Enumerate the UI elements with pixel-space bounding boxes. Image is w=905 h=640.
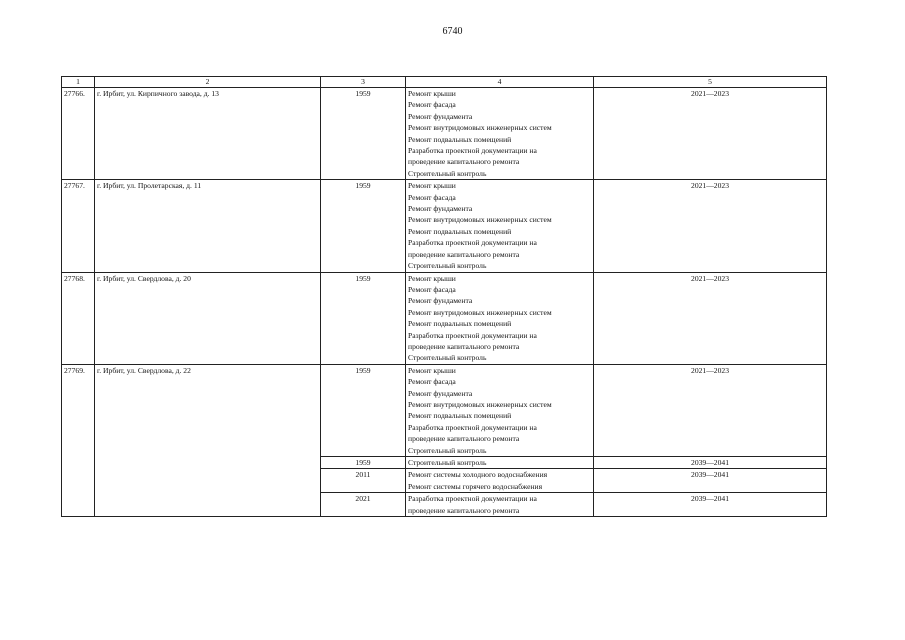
- row-number-cell: 27768.: [62, 272, 95, 364]
- work-item: Ремонт фасада: [408, 377, 456, 387]
- work-item: Строительный контроль: [408, 353, 487, 363]
- row-number-cell: 27769.: [62, 364, 95, 516]
- work-item: проведение капитального ремонта: [408, 157, 520, 167]
- column-number-row: [62, 77, 827, 88]
- address-cell: г. Ирбит, ул. Кирпичного завода, д. 13: [95, 88, 321, 180]
- table-row: [62, 364, 827, 456]
- work-item: Ремонт системы горячего водоснабжения: [408, 481, 543, 491]
- work-item: Ремонт внутридомовых инженерных систем: [408, 399, 552, 409]
- work-item: Ремонт крыши: [408, 365, 456, 375]
- work-item: Ремонт подвальных помещений: [408, 226, 512, 236]
- work-item: Разработка проектной документации на: [408, 238, 537, 248]
- work-item: Ремонт фасада: [408, 192, 456, 202]
- period-cell: 2039—2041: [594, 457, 827, 469]
- work-item: Строительный контроль: [408, 168, 487, 178]
- work-item: Ремонт подвальных помещений: [408, 134, 512, 144]
- work-item: проведение капитального ремонта: [408, 434, 520, 444]
- year-cell: 2011: [321, 469, 406, 493]
- work-item: Ремонт фасада: [408, 100, 456, 110]
- work-item: Ремонт подвальных помещений: [408, 319, 512, 329]
- works-cell: [406, 364, 594, 456]
- table-row: [62, 180, 827, 272]
- year-cell: 2021: [321, 493, 406, 517]
- page-number: 6740: [442, 26, 463, 37]
- address-cell: г. Ирбит, ул. Свердлова, д. 22: [95, 364, 321, 516]
- year-cell: 1959: [321, 272, 406, 364]
- work-item: Ремонт крыши: [408, 273, 456, 283]
- table-row: [62, 88, 827, 180]
- period-cell: 2021—2023: [594, 88, 827, 180]
- works-cell: [406, 272, 594, 364]
- address-cell: г. Ирбит, ул. Свердлова, д. 20: [95, 272, 321, 364]
- works-cell: [406, 493, 594, 517]
- period-cell: 2021—2023: [594, 272, 827, 364]
- period-cell: 2039—2041: [594, 469, 827, 493]
- work-item: Ремонт внутридомовых инженерных систем: [408, 307, 552, 317]
- work-item: проведение капитального ремонта: [408, 249, 520, 259]
- works-cell: [406, 180, 594, 272]
- work-item: Ремонт фундамента: [408, 296, 473, 306]
- work-item: Ремонт фасада: [408, 284, 456, 294]
- work-item: Ремонт фундамента: [408, 388, 473, 398]
- period-cell: 2021—2023: [594, 364, 827, 456]
- work-item: Разработка проектной документации на: [408, 330, 537, 340]
- work-item: проведение капитального ремонта: [408, 505, 520, 515]
- year-cell: 1959: [321, 180, 406, 272]
- table-row: [62, 272, 827, 364]
- work-item: Строительный контроль: [408, 458, 487, 467]
- column-header: 1: [62, 77, 95, 88]
- column-header: 5: [594, 77, 827, 88]
- work-item: Ремонт фундамента: [408, 111, 473, 121]
- row-number-cell: 27766.: [62, 88, 95, 180]
- work-item: проведение капитального ремонта: [408, 341, 520, 351]
- works-cell: [406, 457, 594, 469]
- work-item: Ремонт крыши: [408, 89, 456, 98]
- column-header: 3: [321, 77, 406, 88]
- year-cell: 1959: [321, 457, 406, 469]
- period-cell: 2021—2023: [594, 180, 827, 272]
- table-body: [62, 88, 827, 517]
- work-item: Строительный контроль: [408, 445, 487, 455]
- works-cell: [406, 88, 594, 180]
- year-cell: 1959: [321, 88, 406, 180]
- works-cell: [406, 469, 594, 493]
- address-cell: г. Ирбит, ул. Пролетарская, д. 11: [95, 180, 321, 272]
- work-item: Ремонт крыши: [408, 181, 456, 191]
- row-number-cell: 27767.: [62, 180, 95, 272]
- column-header: 2: [95, 77, 321, 88]
- work-item: Разработка проектной документации на: [408, 146, 537, 156]
- work-item: Разработка проектной документации на: [408, 422, 537, 432]
- column-header: 4: [406, 77, 594, 88]
- work-item: Ремонт внутридомовых инженерных систем: [408, 215, 552, 225]
- work-item: Ремонт внутридомовых инженерных систем: [408, 123, 552, 133]
- repair-schedule-table: [61, 76, 827, 517]
- work-item: Ремонт подвальных помещений: [408, 411, 512, 421]
- work-item: Строительный контроль: [408, 261, 487, 271]
- work-item: Ремонт фундамента: [408, 204, 473, 214]
- period-cell: 2039—2041: [594, 493, 827, 517]
- work-item: Разработка проектной документации на: [408, 494, 537, 504]
- year-cell: 1959: [321, 364, 406, 456]
- work-item: Ремонт системы холодного водоснабжения: [408, 470, 548, 480]
